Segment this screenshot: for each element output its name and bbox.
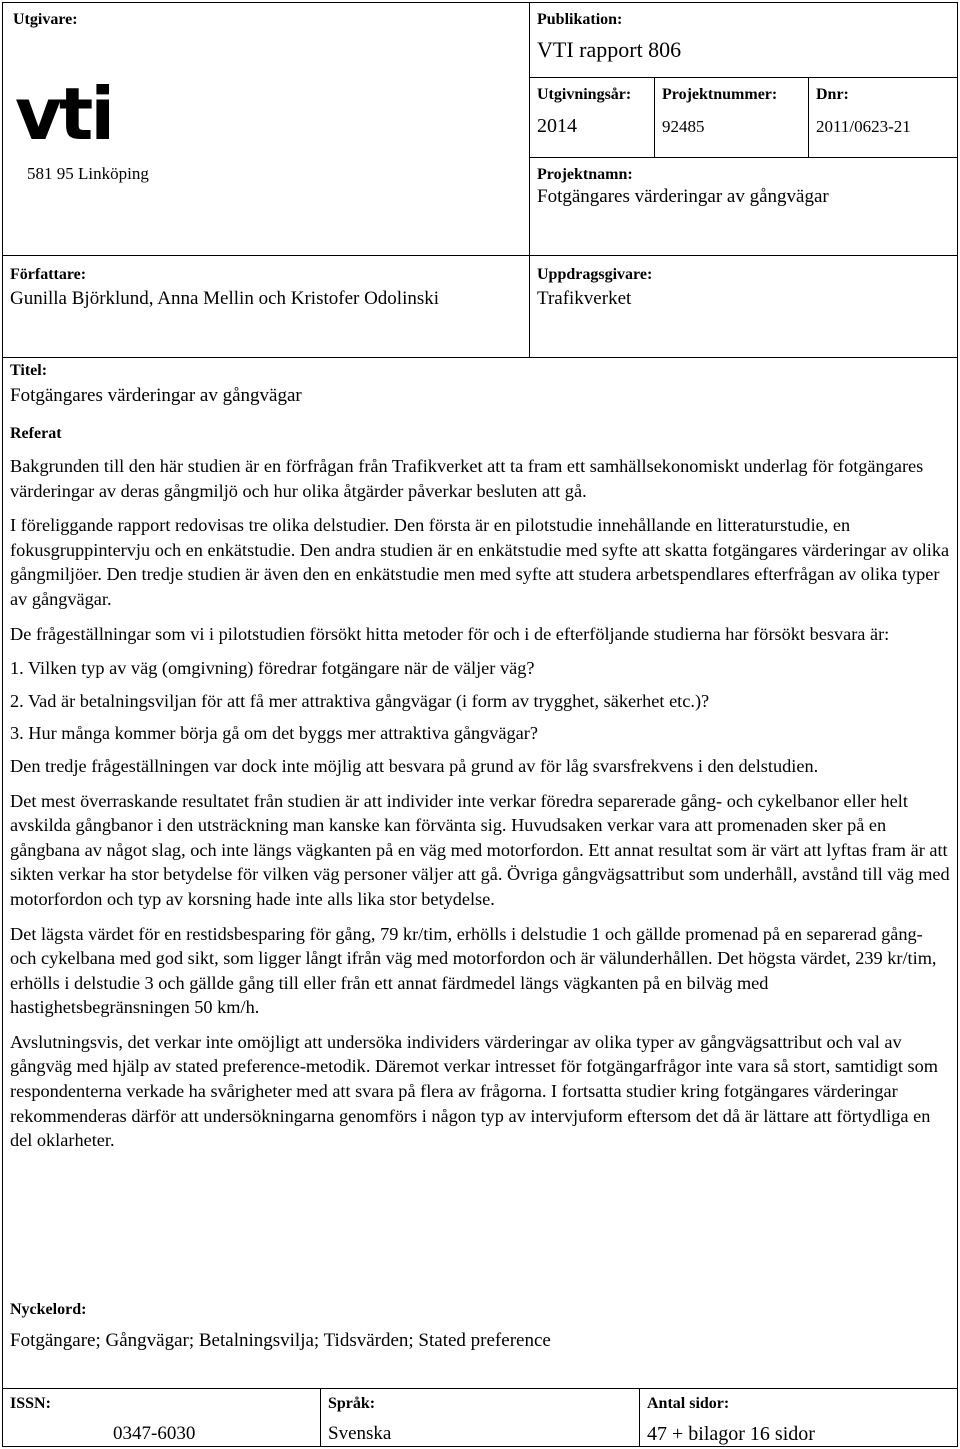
paragraph: Det mest överraskande resultatet från studien är att individer inte verkar föredra separerade gång- och cykelbanor eller helt avskilda gångbanor i den utsträckning man kanske kan förvänta sig. Huvudsaken verkar vara att promenaden sker på en gångbana av något slag, och inte längs vägkanten på en väg med motorfordon. Ett annat resultat som är värt att lyftas fram är att sikten verkar ha stor betydelse för vilken väg personer väljer att gå. Övriga gångvägsattribut som underhåll, avstånd till väg med motorfordon och typ av korsning hade inte alls lika stor betydelse. bbox=[10, 790, 950, 909]
sprak-cell bbox=[320, 1388, 640, 1447]
publisher-cell bbox=[2, 2, 530, 256]
paragraph: I föreliggande rapport redovisas tre olika delstudier. Den första är en pilotstudie innehållande en litteraturstudie, en fokusgruppintervju och en enkätstudie. Den andra studien är en enkätstudie med syfte att skatta fotgängares värderingar av olika gångmiljöer. Den tredje studien är även den en enkätstudie men med syfte att studera arbetspendlares efterfrågan av olika typer av gångvägar. bbox=[10, 515, 950, 609]
issn-cell bbox=[2, 1388, 321, 1447]
utgivningsar-label: Utgivningsår: bbox=[537, 86, 632, 103]
paragraph: Den tredje frågeställningen var dock inte möjlig att besvara på grund av för låg svarsfrekvens i den delstudien. bbox=[10, 755, 819, 776]
uppdragsgivare-cell bbox=[529, 255, 958, 358]
referat-text bbox=[10, 454, 950, 1153]
forfattare-value: Gunilla Björklund, Anna Mellin och Kristofer Odolinski bbox=[10, 288, 440, 309]
forfattare-cell bbox=[2, 255, 530, 358]
dnr-cell bbox=[808, 77, 958, 158]
titel-label: Titel: bbox=[10, 362, 48, 379]
utgivningsar-value: 2014 bbox=[537, 115, 577, 137]
paragraph: De frågeställningar som vi i pilotstudien försökt hitta metoder för och i de efterföljande studierna har försökt besvara är: bbox=[10, 623, 890, 644]
projektnamn-value: Fotgängares värderingar av gångvägar bbox=[537, 186, 829, 207]
address: 581 95 Linköping bbox=[27, 164, 149, 183]
uppdragsgivare-label: Uppdragsgivare: bbox=[537, 266, 653, 283]
projektnamn-label: Projektnamn: bbox=[537, 166, 633, 183]
projektnummer-label: Projektnummer: bbox=[662, 86, 778, 103]
forfattare-label: Författare: bbox=[10, 266, 87, 283]
antal-sidor-label: Antal sidor: bbox=[647, 1395, 730, 1412]
dnr-value: 2011/0623-21 bbox=[816, 117, 911, 136]
sprak-label: Språk: bbox=[328, 1395, 376, 1412]
issn-label: ISSN: bbox=[10, 1395, 51, 1412]
list-item: 3. Hur många kommer börja gå om det byggs mer attraktiva gångvägar? bbox=[10, 723, 538, 744]
referat-label: Referat bbox=[10, 425, 62, 442]
abstract-cell bbox=[2, 357, 958, 1389]
nyckelord-value: Fotgängare; Gångvägar; Betalningsvilja; Tidsvärden; Stated preference bbox=[10, 1330, 551, 1351]
utgivare-label: Utgivare: bbox=[13, 11, 78, 28]
publication-cell bbox=[529, 2, 958, 78]
paragraph: Det lägsta värdet för en restidsbesparing för gång, 79 kr/tim, erhölls i delstudie 1 och gällde promenad på en separerad gång- och cykelbana med god sikt, som ligger långt ifrån väg med motorfordon och är välunderhållen. Det högsta värdet, 239 kr/tim, erhölls i delstudie 3 och gällde gång till eller från ett annat färdmedel längs vägkanten på en bilväg med hastighetsbegränsningen 50 km/h. bbox=[10, 923, 937, 1018]
paragraph: Avslutningsvis, det verkar inte omöjligt att undersöka individers värderingar av olika typer av gångvägsattribut och val av gångväg med hjälp av stated preference-metodik. Däremot verkar intresset för fotgängarfrågor inte vara så stort, samtidigt som respondenterna verkade ha svårigheter med att svara på flera av frågorna. I fortsatta studier kring fotgängares värderingar rekommenderas därför att undersökningarna genomförs i någon typ av intervjuform eftersom det då är lättare att förtydliga en del oklarheter. bbox=[10, 1031, 938, 1151]
uppdragsgivare-value: Trafikverket bbox=[537, 288, 632, 309]
publikation-value: VTI rapport 806 bbox=[537, 37, 682, 62]
sprak-value: Svenska bbox=[328, 1423, 392, 1444]
antal-sidor-value: 47 + bilagor 16 sidor bbox=[647, 1423, 815, 1445]
publikation-label: Publikation: bbox=[537, 11, 623, 28]
titel-value: Fotgängares värderingar av gångvägar bbox=[10, 385, 302, 406]
question-list bbox=[10, 656, 950, 746]
antal-sidor-cell bbox=[639, 1388, 958, 1447]
utgivningsar-cell bbox=[529, 77, 655, 158]
projektnummer-cell bbox=[654, 77, 809, 158]
projektnummer-value: 92485 bbox=[662, 117, 705, 136]
vti-logo: vti bbox=[15, 72, 113, 156]
issn-value: 0347-6030 bbox=[113, 1423, 196, 1444]
nyckelord-label: Nyckelord: bbox=[10, 1301, 87, 1318]
dnr-label: Dnr: bbox=[816, 86, 849, 103]
list-item: 2. Vad är betalningsviljan för att få mer attraktiva gångvägar (i form av trygghet, säkerhet etc.)? bbox=[10, 690, 710, 711]
list-item: 1. Vilken typ av väg (omgivning) föredrar fotgängare när de väljer väg? bbox=[10, 658, 535, 679]
paragraph: Bakgrunden till den här studien är en förfrågan från Trafikverket att ta fram ett samhällsekonomiskt underlag för fotgängares värderingar av deras gångmiljö och hur olika åtgärder påverkar besluten att gå. bbox=[10, 456, 924, 501]
projektnamn-cell bbox=[529, 157, 958, 256]
